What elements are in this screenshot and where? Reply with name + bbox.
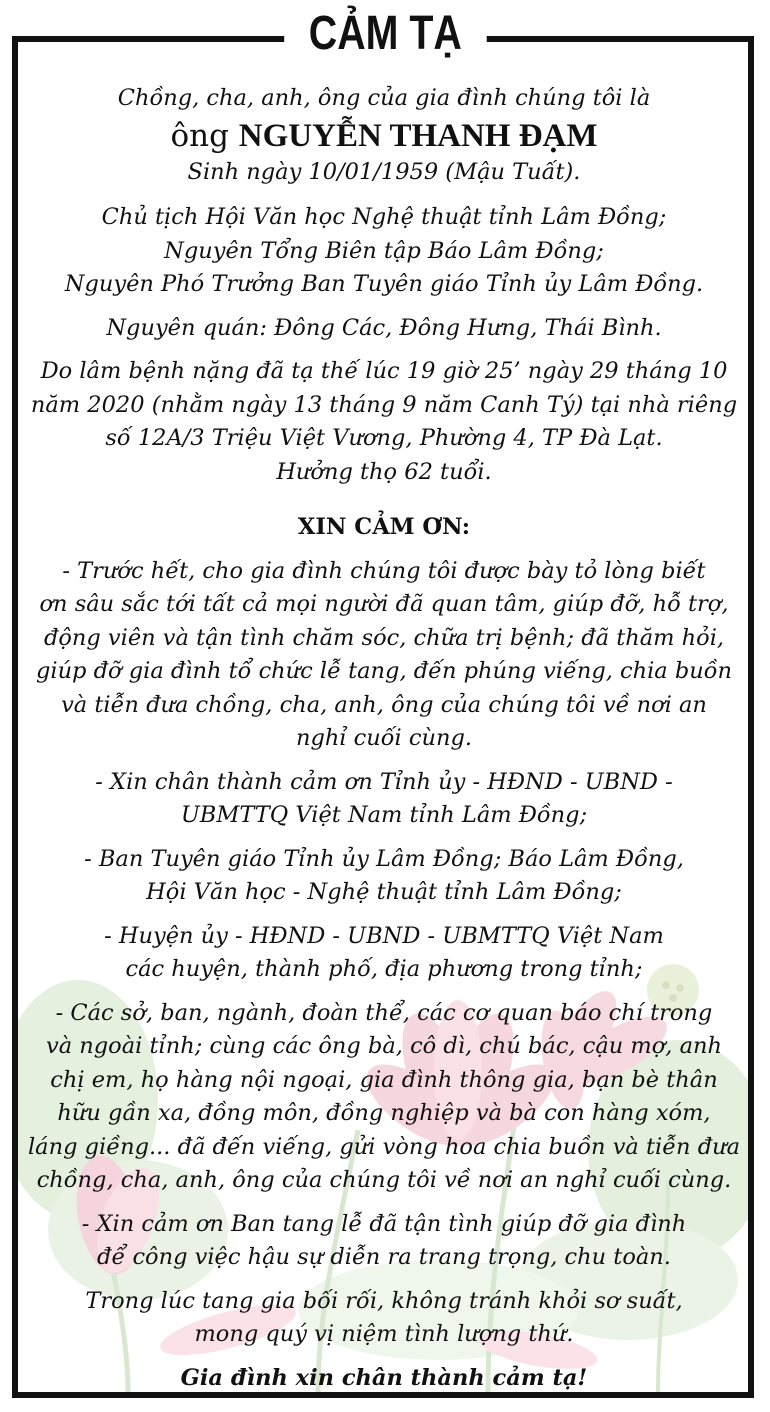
thanks-line: động viên và tận tình chăm sóc, chữa trị bệnh; đã thăm hỏi, bbox=[43, 624, 725, 651]
death-line: năm 2020 (nhằm ngày 13 tháng 9 năm Canh Tý) tại nhà riêng bbox=[30, 391, 738, 418]
deceased-name-line bbox=[24, 116, 744, 156]
thanks-line: và tiễn đưa chồng, cha, anh, ông của chúng tôi về nơi an bbox=[61, 691, 707, 718]
thanks-line: - Ban Tuyên giáo Tỉnh ủy Lâm Đồng; Báo Lâm Đồng, bbox=[84, 845, 684, 872]
position-line: Nguyên Phó Trưởng Ban Tuyên giáo Tỉnh ủy Lâm Đồng. bbox=[64, 271, 704, 297]
position-line: Nguyên Tổng Biên tập Báo Lâm Đồng; bbox=[164, 237, 604, 264]
position-line: Chủ tịch Hội Văn học Nghệ thuật tỉnh Lâm Đồng; bbox=[101, 204, 667, 230]
thanks-line: Hội Văn học - Nghệ thuật tỉnh Lâm Đồng; bbox=[146, 879, 622, 905]
thanks-line: UBMTTQ Việt Nam tỉnh Lâm Đồng; bbox=[180, 802, 588, 828]
thanks-line: ơn sâu sắc tới tất cả mọi người đã quan tâm, giúp đỡ, hỗ trợ, bbox=[39, 591, 729, 617]
thanks-paragraph bbox=[24, 766, 744, 833]
thanks-line: hữu gần xa, đồng môn, đồng nghiệp và bà con hàng xóm, bbox=[57, 1100, 711, 1126]
age-line: Hưởng thọ 62 tuổi. bbox=[276, 458, 492, 485]
closing-line: Gia đình xin chân thành cảm tạ! bbox=[180, 1364, 588, 1391]
origin-line: Nguyên quán: Đông Các, Đông Hưng, Thái Bình. bbox=[106, 314, 662, 341]
apology-block bbox=[24, 1285, 744, 1352]
death-line: Do lâm bệnh nặng đã tạ thế lúc 19 giờ 25’ ngày 29 tháng 10 bbox=[40, 358, 728, 384]
birth-line: Sinh ngày 10/01/1959 (Mậu Tuất). bbox=[187, 158, 581, 185]
thanks-heading: XIN CẢM ƠN: bbox=[297, 514, 471, 540]
thanks-line: láng giềng... đã đến viếng, gửi vòng hoa chia buồn và tiễn đưa bbox=[27, 1133, 741, 1160]
thanks-line: giúp đỡ gia đình tổ chức lễ tang, đến phúng viếng, chia buồn bbox=[35, 658, 733, 684]
notice-content bbox=[24, 82, 744, 1395]
thanks-paragraph bbox=[24, 997, 744, 1198]
thanks-paragraph bbox=[24, 920, 744, 987]
thanks-line: chị em, họ hàng nội ngoại, gia đình thông gia, bạn bè thân bbox=[50, 1066, 718, 1093]
thanks-line: - Xin chân thành cảm ơn Tỉnh ủy - HĐND - UBND - bbox=[95, 768, 673, 795]
intro-line: Chồng, cha, anh, ông của gia đình chúng tôi là bbox=[117, 85, 651, 111]
title-area bbox=[0, 2, 770, 66]
name-prefix: ông bbox=[170, 117, 229, 154]
thanks-paragraph bbox=[24, 843, 744, 910]
thanks-line: - Các sở, ban, ngành, đoàn thể, các cơ quan báo chí trong bbox=[55, 999, 713, 1026]
thanks-line: và ngoài tỉnh; cùng các ông bà, cô dì, chú bác, cậu mợ, anh bbox=[46, 1033, 722, 1059]
death-line: số 12A/3 Triệu Việt Vương, Phường 4, TP Đà Lạt. bbox=[105, 425, 663, 451]
death-block bbox=[24, 355, 744, 489]
apology-line: mong quý vị niệm tình lượng thứ. bbox=[194, 1321, 574, 1347]
deceased-name: NGUYỄN THANH ĐẠM bbox=[238, 117, 598, 154]
thanks-paragraph bbox=[24, 555, 744, 756]
thanks-line: chồng, cha, anh, ông của chúng tôi về nơi an nghỉ cuối cùng. bbox=[36, 1167, 732, 1193]
thanks-paragraph bbox=[24, 1208, 744, 1275]
apology-line: Trong lúc tang gia bối rối, không tránh khỏi sơ suất, bbox=[85, 1287, 683, 1314]
thanks-line: nghỉ cuối cùng. bbox=[295, 725, 473, 751]
thanks-line: - Trước hết, cho gia đình chúng tôi được bày tỏ lòng biết bbox=[62, 557, 706, 584]
thanks-line: để công việc hậu sự diễn ra trang trọng, chu toàn. bbox=[97, 1244, 671, 1270]
thanks-line: - Huyện ủy - HĐND - UBND - UBMTTQ Việt Nam bbox=[104, 922, 664, 949]
positions-block bbox=[24, 201, 744, 302]
thanks-line: các huyện, thành phố, địa phương trong tỉnh; bbox=[125, 956, 643, 982]
notice-title: CẢM TẠ bbox=[284, 2, 486, 66]
thanks-line: - Xin cảm ơn Ban tang lễ đã tận tình giúp đỡ gia đình bbox=[81, 1210, 687, 1237]
